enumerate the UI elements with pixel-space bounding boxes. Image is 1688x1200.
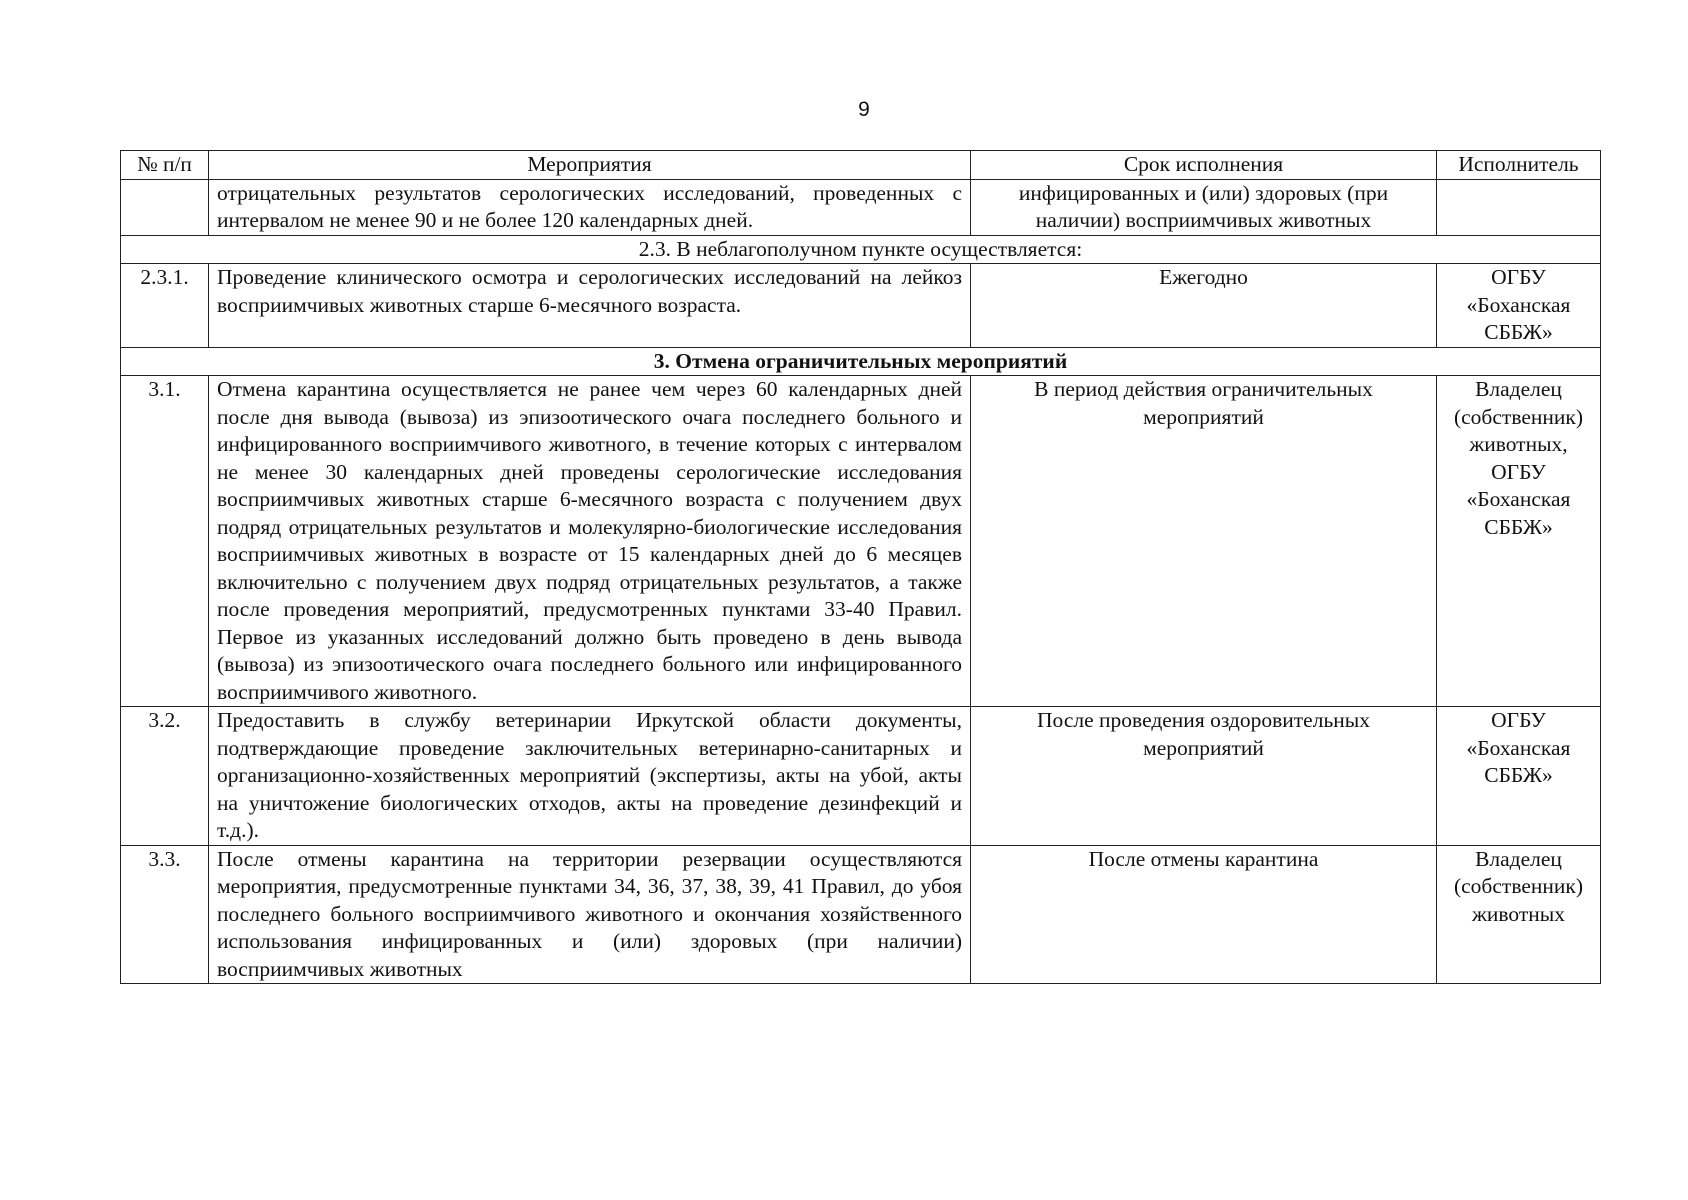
row-term: После отмены карантина bbox=[971, 845, 1437, 984]
table-row-3-2 bbox=[121, 707, 1601, 846]
row-num: 3.3. bbox=[121, 845, 209, 984]
table-row-3-3 bbox=[121, 845, 1601, 984]
table-row-continued bbox=[121, 179, 1601, 235]
subsection-row bbox=[121, 235, 1601, 264]
table-header-row bbox=[121, 151, 1601, 180]
section-title-3: 3. Отмена ограничительных мероприятий bbox=[121, 347, 1601, 376]
row-executor: ОГБУ «Боханская СББЖ» bbox=[1437, 264, 1601, 348]
header-term: Срок исполнения bbox=[971, 151, 1437, 180]
subsection-title-2-3: 2.3. В неблагополучном пункте осуществляется: bbox=[121, 235, 1601, 264]
row-activity: Отмена карантина осуществляется не ранее чем через 60 календарных дней после дня вывода (вывоза) из эпизоотического очага последнего больного и инфицированного восприимчивого животного, в течение которых с интервалом не менее 30 календарных дней проведены серологические исследования восприимчивых животных старше 6-месячного возраста с получением двух подряд отрицательных результатов и молекулярно-биологические исследования восприимчивых животных в возрасте от 15 календарных дней до 6 месяцев включительно с получением двух подряд отрицательных результатов, а также после проведения мероприятий, предусмотренных пунктами 33-40 Правил. Первое из указанных исследований должно быть проведено в день вывода (вывоза) из эпизоотического очага последнего больного или инфицированного восприимчивого животного. bbox=[209, 376, 971, 707]
row-term: инфицированных и (или) здоровых (при наличии) восприимчивых животных bbox=[971, 179, 1437, 235]
row-activity: Проведение клинического осмотра и серологических исследований на лейкоз восприимчивых животных старше 6-месячного возраста. bbox=[209, 264, 971, 348]
page-number: 9 bbox=[858, 98, 870, 121]
row-num bbox=[121, 179, 209, 235]
row-num: 3.1. bbox=[121, 376, 209, 707]
row-executor bbox=[1437, 179, 1601, 235]
row-executor: ОГБУ «Боханская СББЖ» bbox=[1437, 707, 1601, 846]
header-activity: Мероприятия bbox=[209, 151, 971, 180]
header-executor: Исполнитель bbox=[1437, 151, 1601, 180]
row-executor: Владелец (собственник) животных bbox=[1437, 845, 1601, 984]
row-term: В период действия ограничительных мероприятий bbox=[971, 376, 1437, 707]
table-row-2-3-1 bbox=[121, 264, 1601, 348]
row-term: Ежегодно bbox=[971, 264, 1437, 348]
row-num: 3.2. bbox=[121, 707, 209, 846]
row-activity: Предоставить в службу ветеринарии Иркутской области документы, подтверждающие проведение заключительных ветеринарно-санитарных и организационно-хозяйственных мероприятий (экспертизы, акты на убой, акты на уничтожение биологических отходов, акты на проведение дезинфекций и т.д.). bbox=[209, 707, 971, 846]
row-activity: После отмены карантина на территории резервации осуществляются мероприятия, предусмотренные пунктами 34, 36, 37, 38, 39, 41 Правил, до убоя последнего больного восприимчивого животного и окончания хозяйственного использования инфицированных и (или) здоровых (при наличии) восприимчивых животных bbox=[209, 845, 971, 984]
section-row bbox=[121, 347, 1601, 376]
table-row-3-1 bbox=[121, 376, 1601, 707]
row-num: 2.3.1. bbox=[121, 264, 209, 348]
row-executor: Владелец (собственник) животных, ОГБУ «Боханская СББЖ» bbox=[1437, 376, 1601, 707]
header-num: № п/п bbox=[121, 151, 209, 180]
measures-table bbox=[120, 150, 1601, 984]
row-activity: отрицательных результатов серологических исследований, проведенных с интервалом не менее 90 и не более 120 календарных дней. bbox=[209, 179, 971, 235]
row-term: После проведения оздоровительных мероприятий bbox=[971, 707, 1437, 846]
